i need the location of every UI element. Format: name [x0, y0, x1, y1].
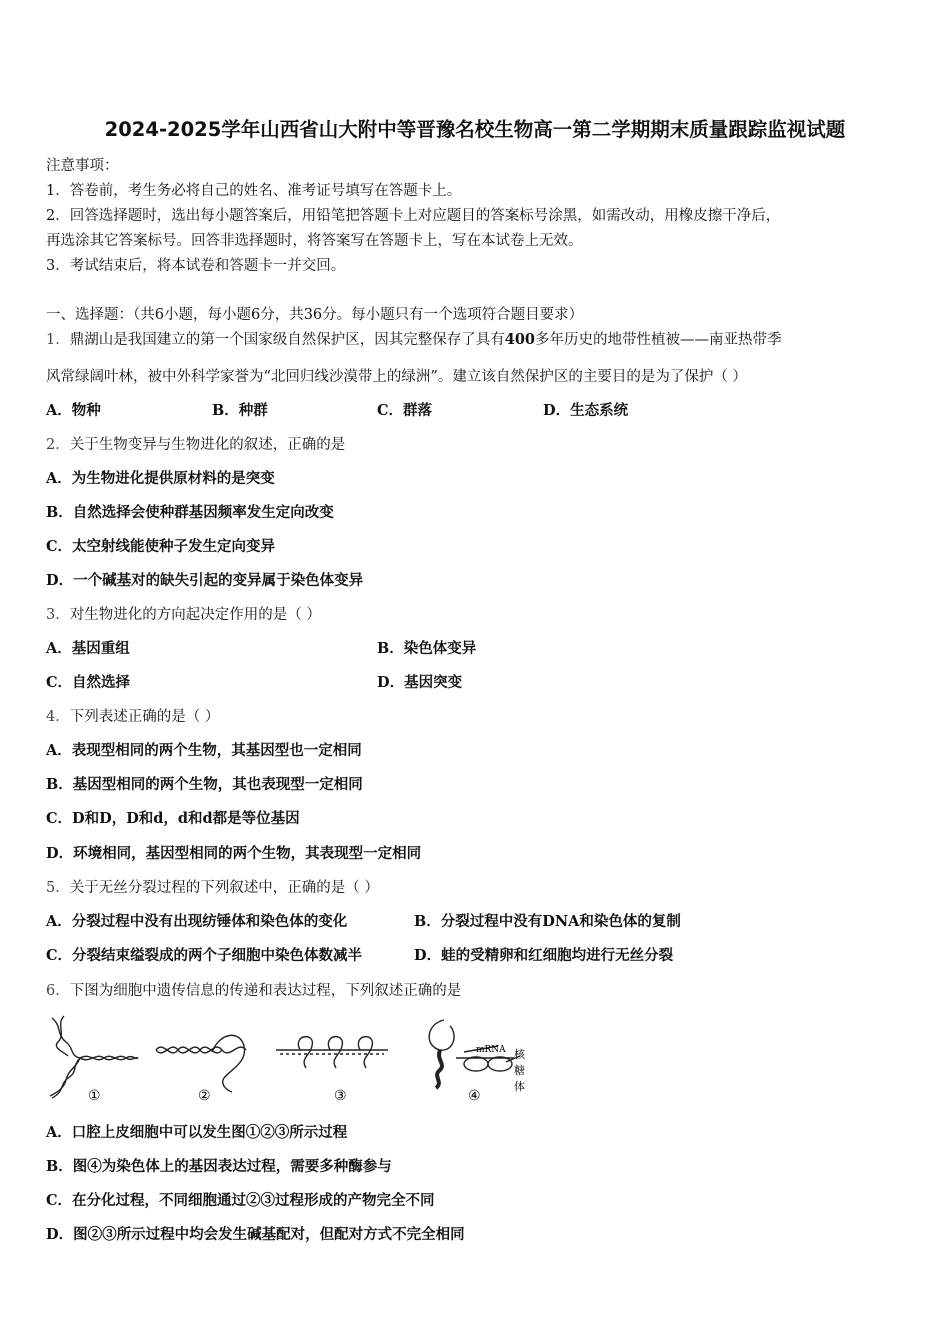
- question-number: 4．: [46, 709, 70, 725]
- q6-option-b[interactable]: B．图④为染色体上的基因表达过程，需要多种酶参与: [46, 1158, 392, 1175]
- q5-option-d[interactable]: D．蛙的受精卵和红细胞均进行无丝分裂: [414, 947, 674, 964]
- ribosome-label-1: 核: [514, 1048, 525, 1061]
- q4-option-c[interactable]: C．D和D，D和d，d和d都是等位基因: [46, 810, 300, 827]
- question-text-number: 400: [504, 331, 536, 348]
- notice-item: 2．回答选择题时，选出每小题答案后，用铅笔把答题卡上对应题目的答案标号涂黑，如需改动，用橡皮擦干净后，: [46, 208, 781, 224]
- figure-label-2: ②: [198, 1088, 211, 1104]
- page-title: 2024-2025学年山西省山大附中等晋豫名校生物高一第二学期期末质量跟踪监视试题: [104, 118, 846, 141]
- q2-option-c[interactable]: C．太空射线能使种子发生定向变异: [46, 538, 276, 555]
- q3-option-d[interactable]: D．基因突变: [377, 674, 463, 691]
- q4-option-d[interactable]: D．环境相同，基因型相同的两个生物，其表现型一定相同: [46, 845, 422, 862]
- question-4-stem: [46, 705, 219, 726]
- notice-item: 3．考试结束后，将本试卷和答题卡一并交回。: [46, 258, 346, 274]
- q3-option-b[interactable]: B．染色体变异: [377, 640, 477, 657]
- question-1-stem-cont: 风常绿阔叶林，被中外科学家誉为“北回归线沙漠带上的绿洲”。建立该自然保护区的主要目的是为了保护（ ）: [46, 369, 747, 385]
- q3-option-c[interactable]: C．自然选择: [46, 674, 131, 691]
- q1-option-c[interactable]: C．群落: [377, 402, 433, 419]
- notice-heading: 注意事项：: [46, 158, 119, 174]
- q3-option-a[interactable]: A．基因重组: [46, 640, 130, 657]
- ribosome-label-2: 糖: [514, 1064, 525, 1077]
- replication-diagram: [50, 1016, 138, 1098]
- q6-option-d[interactable]: D．图②③所示过程中均会发生碱基配对，但配对方式不完全相同: [46, 1226, 465, 1243]
- notice-item: 再选涂其它答案标号。回答非选择题时，将答案写在答题卡上，写在本试卷上无效。: [46, 233, 583, 249]
- question-number: 1．: [46, 332, 70, 348]
- question-number: 2．: [46, 437, 70, 453]
- q5-option-c[interactable]: C．分裂结束缢裂成的两个子细胞中染色体数减半: [46, 947, 363, 964]
- q6-option-a[interactable]: A．口腔上皮细胞中可以发生图①②③所示过程: [46, 1124, 348, 1141]
- ribosome-label-3: 体: [514, 1080, 525, 1093]
- question-text: 关于无丝分裂过程的下列叙述中，正确的是（ ）: [69, 880, 379, 896]
- question-number: 6．: [46, 983, 70, 999]
- multi-transcription-diagram: [276, 1037, 388, 1068]
- mrna-label: mRNA: [476, 1045, 506, 1055]
- q4-option-a[interactable]: A．表现型相同的两个生物，其基因型也一定相同: [46, 742, 362, 759]
- figure-label-1: ①: [88, 1088, 101, 1104]
- question-2-stem: [46, 433, 345, 454]
- figure-label-3: ③: [334, 1088, 347, 1104]
- section-heading: 一、选择题：（共6小题，每小题6分，共36分。每小题只有一个选项符合题目要求）: [46, 307, 584, 323]
- transcription-diagram: [156, 1035, 246, 1092]
- q1-option-b[interactable]: B．种群: [212, 402, 268, 419]
- notice-item: 1．答卷前，考生务必将自己的姓名、准考证号填写在答题卡上。: [46, 183, 462, 199]
- question-5-stem: [46, 876, 379, 897]
- q1-option-d[interactable]: D．生态系统: [543, 402, 629, 419]
- q5-option-a[interactable]: A．分裂过程中没有出现纺锤体和染色体的变化: [46, 913, 348, 930]
- q1-option-a[interactable]: A．物种: [46, 402, 101, 419]
- q5-option-b[interactable]: B．分裂过程中没有DNA和染色体的复制: [414, 913, 681, 930]
- question-text: 下图为细胞中遗传信息的传递和表达过程，下列叙述正确的是: [69, 983, 462, 999]
- question-number: 5．: [46, 880, 70, 896]
- q6-option-c[interactable]: C．在分化过程，不同细胞通过②③过程形成的产物完全不同: [46, 1192, 435, 1209]
- gene-expression-figure: [44, 1012, 544, 1104]
- question-text: 鼎湖山是我国建立的第一个国家级自然保护区，因其完整保存了具有: [69, 332, 505, 348]
- question-number: 3．: [46, 607, 70, 623]
- question-6-stem: [46, 979, 461, 1000]
- q2-option-d[interactable]: D．一个碱基对的缺失引起的变异属于染色体变异: [46, 572, 364, 589]
- question-1-stem: [46, 328, 782, 349]
- question-text: 关于生物变异与生物进化的叙述，正确的是: [69, 437, 346, 453]
- translation-diagram: [429, 1020, 520, 1088]
- question-text: 对生物进化的方向起决定作用的是（ ）: [69, 607, 321, 623]
- question-text: 多年历史的地带性植被——南亚热带季: [535, 332, 782, 348]
- question-3-stem: [46, 603, 321, 624]
- question-text: 下列表述正确的是（ ）: [69, 709, 220, 725]
- q4-option-b[interactable]: B．基因型相同的两个生物，其也表现型一定相同: [46, 776, 363, 793]
- q2-option-b[interactable]: B．自然选择会使种群基因频率发生定向改变: [46, 504, 334, 521]
- q2-option-a[interactable]: A．为生物进化提供原材料的是突变: [46, 470, 275, 487]
- figure-label-4: ④: [468, 1088, 481, 1104]
